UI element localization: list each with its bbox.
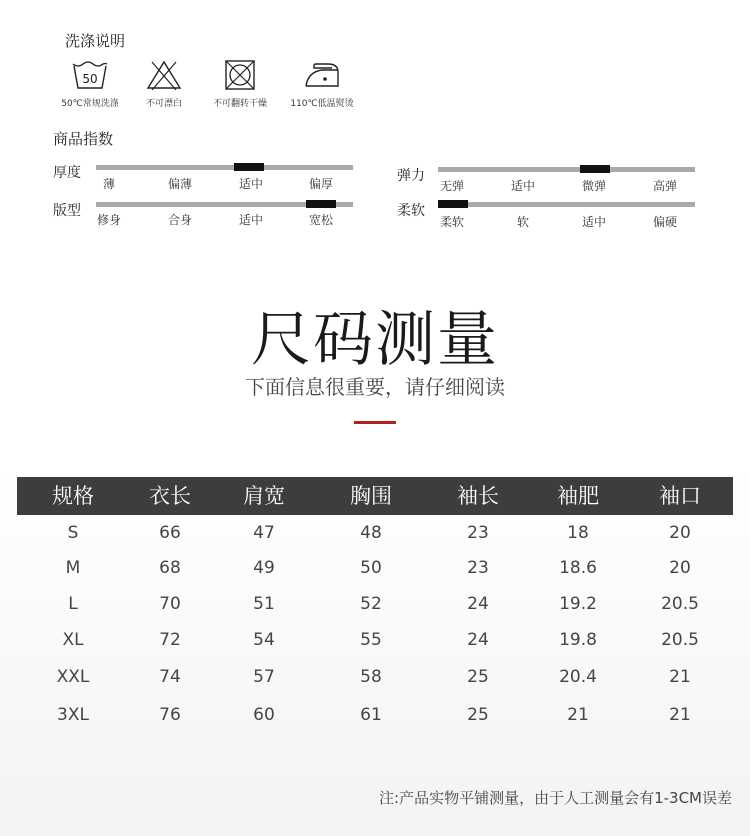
fit-option: 宽松 (309, 213, 334, 227)
table-cell: 18.6 (559, 558, 597, 578)
elasticity-option: 微弹 (582, 179, 607, 193)
size-label-cell: XL (62, 630, 84, 650)
table-cell: 68 (159, 558, 181, 578)
thickness-option: 偏厚 (309, 177, 334, 191)
index-label-thickness: 厚度 (53, 165, 81, 181)
accent-divider (354, 421, 396, 424)
elasticity-option: 高弹 (653, 179, 678, 193)
table-cell: 49 (253, 558, 275, 578)
softness-option: 软 (517, 215, 530, 229)
table-cell: 19.2 (559, 594, 597, 614)
table-cell: 24 (467, 630, 489, 650)
index-title: 商品指数 (53, 130, 114, 148)
table-cell: 72 (159, 630, 181, 650)
header-cell: 衣长 (149, 484, 191, 508)
table-cell: 19.8 (559, 630, 597, 650)
size-title: 尺码测量 (251, 305, 499, 375)
table-cell: 21 (669, 667, 691, 687)
header-cell: 肩宽 (243, 484, 285, 508)
table-cell: 57 (253, 667, 275, 687)
table-cell: 23 (467, 558, 489, 578)
table-cell: 24 (467, 594, 489, 614)
low-iron-icon (302, 58, 342, 92)
table-cell: 20.4 (559, 667, 597, 687)
care-item-iron (282, 58, 362, 109)
size-label-cell: 3XL (57, 705, 89, 725)
table-cell: 55 (360, 630, 382, 650)
thickness-marker (234, 163, 264, 171)
index-label-fit: 版型 (53, 203, 81, 219)
wash-50-icon (70, 58, 110, 92)
measurement-note: 注:产品实物平铺测量，由于人工测量会有1-3CM误差 (379, 789, 732, 807)
care-title: 洗涤说明 (65, 32, 126, 50)
table-cell: 47 (253, 523, 275, 543)
table-cell: 25 (467, 705, 489, 725)
fit-option: 适中 (239, 213, 264, 227)
index-label-elasticity: 弹力 (397, 168, 425, 184)
table-cell: 60 (253, 705, 275, 725)
table-cell: 21 (669, 705, 691, 725)
table-cell: 76 (159, 705, 181, 725)
table-cell: 25 (467, 667, 489, 687)
thickness-option: 偏薄 (168, 177, 193, 191)
fit-option: 合身 (168, 213, 193, 227)
table-cell: 23 (467, 523, 489, 543)
size-label-cell: M (65, 558, 81, 578)
elasticity-bar (438, 167, 695, 172)
softness-option: 柔软 (440, 215, 465, 229)
no-tumble-dry-icon (220, 58, 260, 92)
table-cell: 21 (567, 705, 589, 725)
table-cell: 54 (253, 630, 275, 650)
care-item-wash (50, 58, 130, 109)
table-cell: 66 (159, 523, 181, 543)
thickness-option: 适中 (239, 177, 264, 191)
table-cell: 58 (360, 667, 382, 687)
care-item-dry (200, 58, 280, 109)
table-cell: 52 (360, 594, 382, 614)
elasticity-option: 无弹 (440, 179, 465, 193)
index-label-softness: 柔软 (397, 203, 425, 219)
table-cell: 50 (360, 558, 382, 578)
table-cell: 18 (567, 523, 589, 543)
table-cell: 20 (669, 558, 691, 578)
wash-temp-text: 50 (82, 72, 98, 86)
care-item-bleach (124, 58, 204, 109)
header-cell: 袖口 (659, 484, 701, 508)
fit-bar (96, 202, 353, 207)
table-cell: 61 (360, 705, 382, 725)
size-label-cell: L (68, 594, 78, 614)
table-cell: 74 (159, 667, 181, 687)
size-label-cell: XXL (56, 667, 90, 687)
table-cell: 70 (159, 594, 181, 614)
table-cell: 48 (360, 523, 382, 543)
header-cell: 袖长 (457, 484, 499, 508)
elasticity-option: 适中 (511, 179, 536, 193)
header-cell: 规格 (52, 484, 94, 508)
no-bleach-icon (144, 58, 184, 92)
softness-option: 偏硬 (653, 215, 678, 229)
table-cell: 20.5 (661, 630, 699, 650)
table-cell: 20 (669, 523, 691, 543)
softness-option: 适中 (582, 215, 607, 229)
care-label-iron: 110℃低温熨烫 (290, 99, 354, 109)
care-label-wash: 50℃常规洗涤 (61, 99, 119, 109)
table-cell: 51 (253, 594, 275, 614)
header-cell: 袖肥 (557, 484, 599, 508)
size-subtitle: 下面信息很重要，请仔细阅读 (245, 375, 505, 399)
size-table-header (17, 477, 733, 515)
care-label-bleach: 不可漂白 (145, 99, 182, 109)
care-label-dry: 不可翻转干燥 (212, 99, 267, 109)
table-cell: 20.5 (661, 594, 699, 614)
fit-marker (306, 200, 336, 208)
softness-marker (438, 200, 468, 208)
elasticity-marker (580, 165, 610, 173)
header-cell: 胸围 (350, 484, 392, 508)
fit-option: 修身 (97, 213, 122, 227)
thickness-bar (96, 165, 353, 170)
thickness-option: 薄 (103, 177, 116, 191)
softness-bar (438, 202, 695, 207)
size-label-cell: S (67, 523, 79, 543)
